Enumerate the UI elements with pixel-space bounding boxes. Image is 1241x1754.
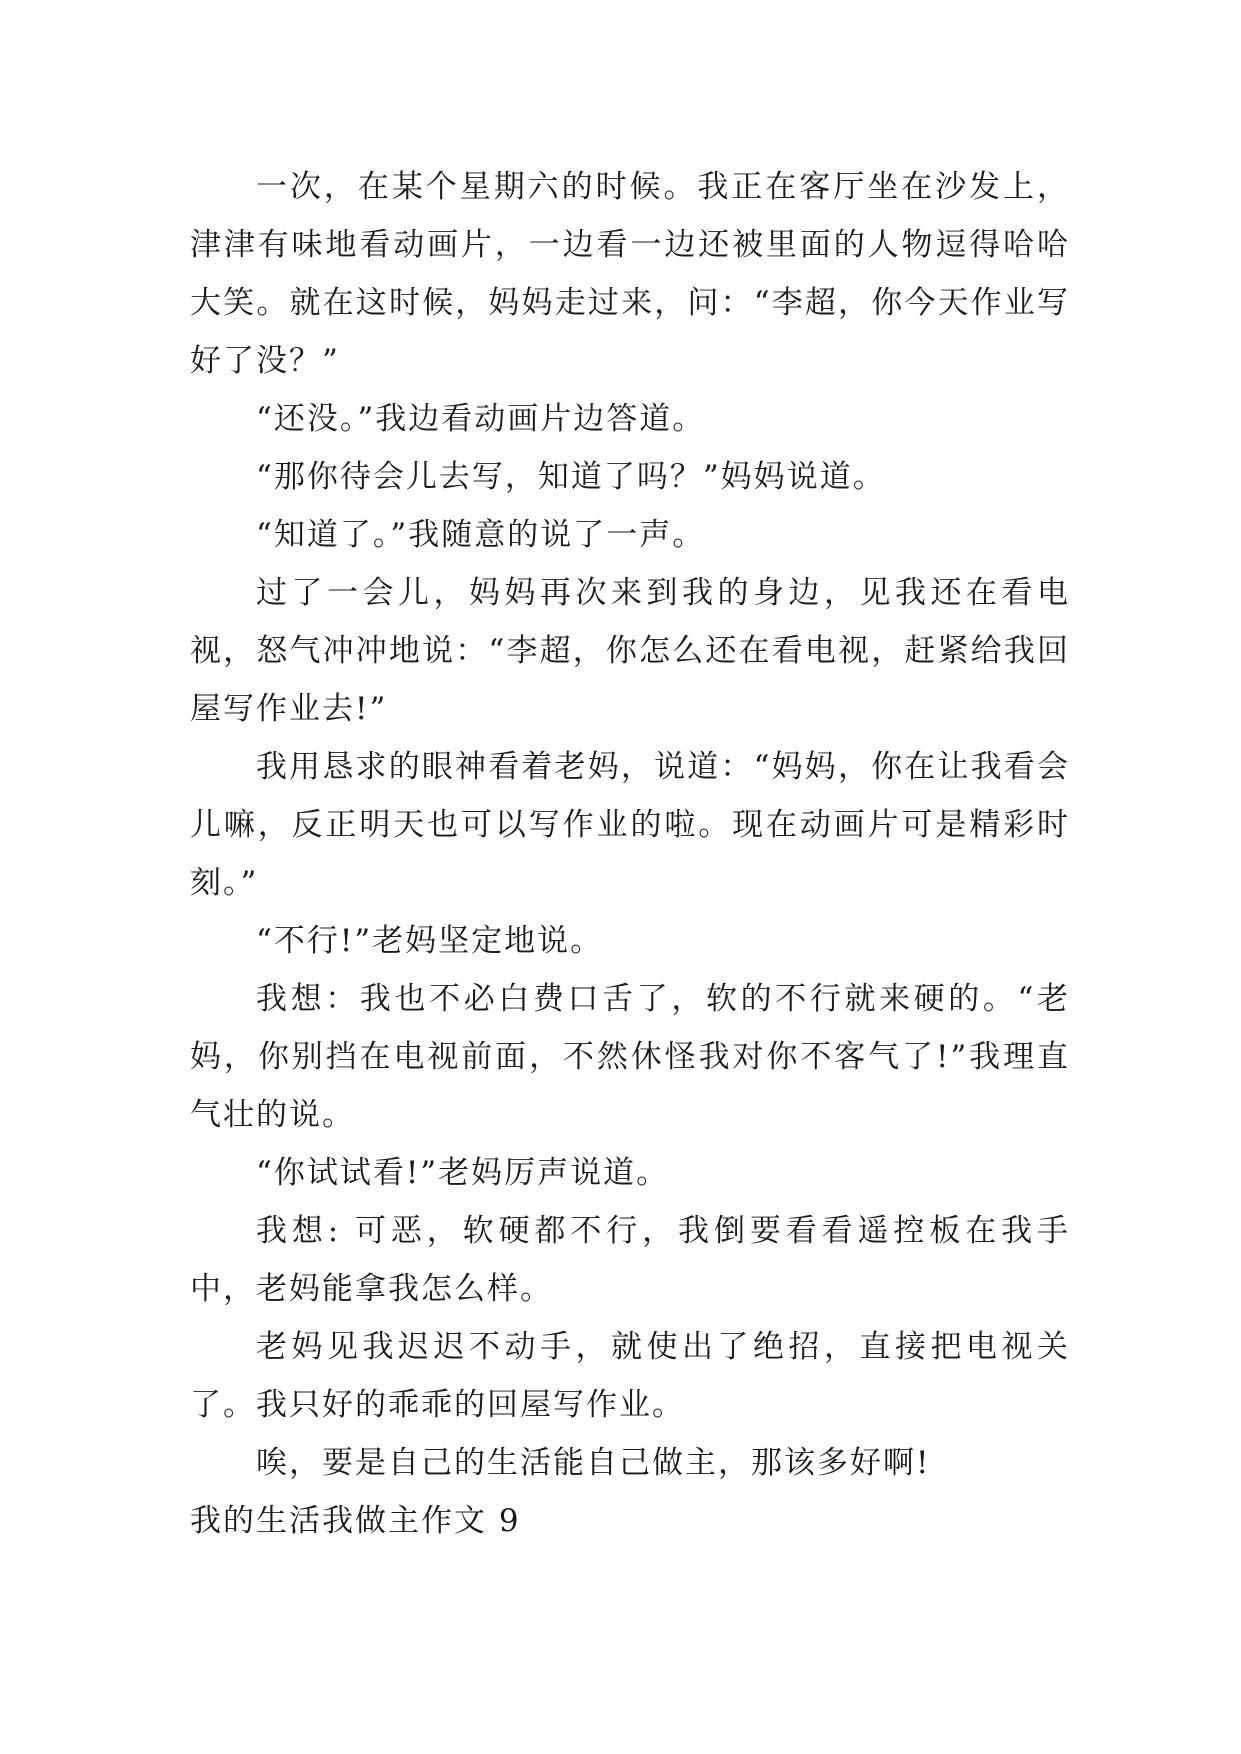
paragraph-5: 过了一会儿，妈妈再次来到我的身边，见我还在看电视，怒气冲冲地说：“李超，你怎么还在看电视，赶紧给我回屋写作业去!”: [190, 575, 1070, 727]
paragraph-6: 我用恳求的眼神看着老妈，说道：“妈妈，你在让我看会儿嘛，反正明天也可以写作业的啦。现在动画片可是精彩时刻。”: [190, 749, 1070, 901]
section-heading: 我的生活我做主作文 9: [190, 1503, 521, 1539]
paragraph-4: “知道了。”我随意的说了一声。: [256, 517, 706, 553]
document-page: [190, 158, 1070, 1550]
paragraph-7: “不行!”老妈坚定地说。: [256, 923, 604, 959]
paragraph-3: “那你待会儿去写，知道了吗？”妈妈说道。: [256, 459, 886, 495]
paragraph-12: 唉，要是自己的生活能自己做主，那该多好啊!: [256, 1445, 931, 1481]
paragraph-1: 一次，在某个星期六的时候。我正在客厅坐在沙发上，津津有味地看动画片，一边看一边还被里面的人物逗得哈哈大笑。就在这时候，妈妈走过来，问：“李超，你今天作业写好了没？”: [190, 169, 1070, 379]
paragraph-2: “还没。”我边看动画片边答道。: [256, 401, 706, 437]
paragraph-8: 我想：我也不必白费口舌了，软的不行就来硬的。“老妈，你别挡在电视前面，不然休怪我对你不客气了!”我理直气壮的说。: [190, 981, 1070, 1133]
paragraph-11: 老妈见我迟迟不动手，就使出了绝招，直接把电视关了。我只好的乖乖的回屋写作业。: [190, 1329, 1070, 1423]
paragraph-10: 我想: 可恶，软硬都不行，我倒要看看遥控板在我手中，老妈能拿我怎么样。: [190, 1213, 1070, 1307]
paragraph-9: “你试试看!”老妈厉声说道。: [256, 1155, 670, 1191]
